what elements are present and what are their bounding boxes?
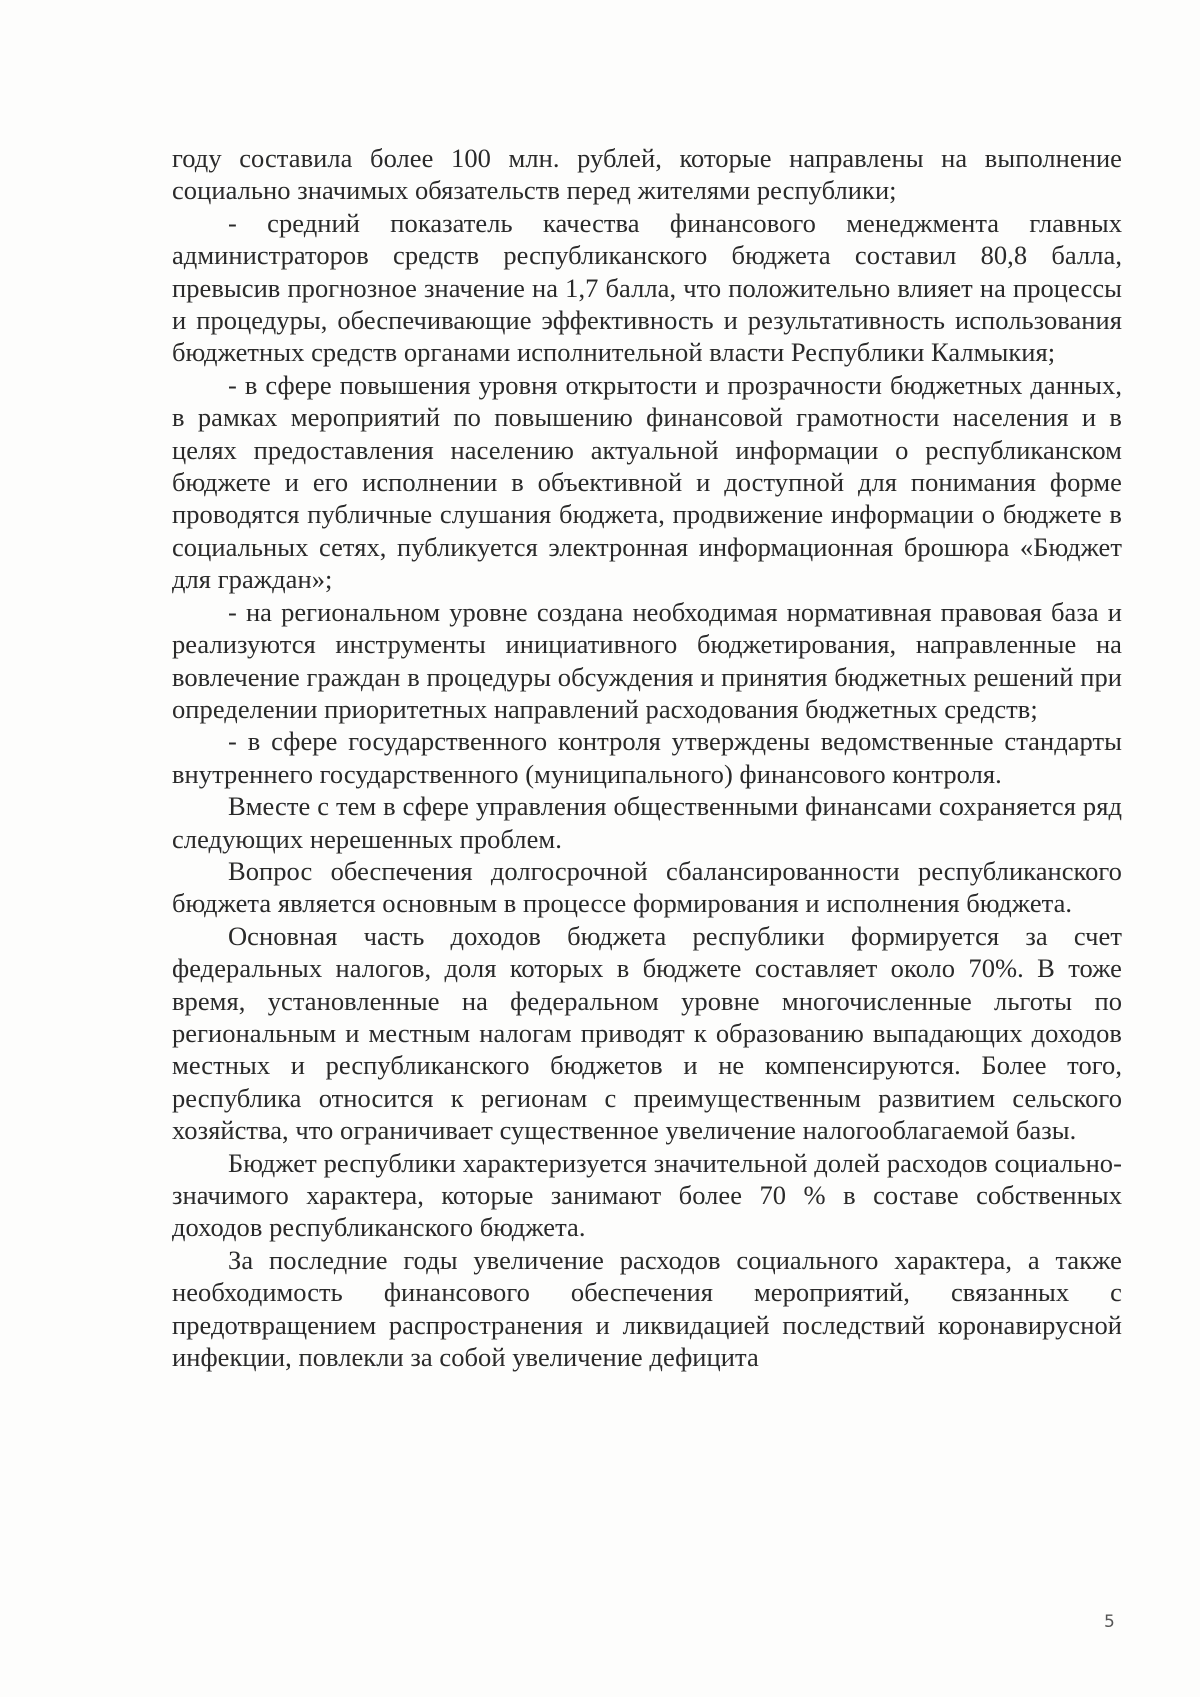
paragraph-continuation: году составила более 100 млн. рублей, которые направлены на выполнение социально значимых обязательств перед жителями республики;: [172, 143, 1122, 206]
paragraph-budget-transparency: - в сфере повышения уровня открытости и прозрачности бюджетных данных, в рамках мероприятий по повышению финансовой грамотности населения и в целях предоставления населению актуальной информации о республиканском бюджете и его исполнении в объективной и доступной для понимания форме проводятся публичные слушания бюджета, продвижение информации о бюджете в социальных сетях, публикуется электронная информационная брошюра «Бюджет для граждан»;: [172, 369, 1122, 595]
paragraph-state-control: - в сфере государственного контроля утверждены ведомственные стандарты внутреннего государственного (муниципального) финансового контроля.: [172, 726, 1122, 789]
paragraph-revenue-structure: Основная часть доходов бюджета республики формируется за счет федеральных налогов, доля которых в бюджете составляет около 70%. В тоже время, установленные на федеральном уровне многочисленные льготы по региональным и местным налогам приводят к образованию выпадающих доходов местных и республиканского бюджетов и не компенсируются. Более того, республика относится к регионам с преимущественным развитием сельского хозяйства, что ограничивает существенное увеличение налогооблагаемой базы.: [172, 920, 1122, 1146]
paragraph-budget-balance: Вопрос обеспечения долгосрочной сбалансированности республиканского бюджета является основным в процессе формирования и исполнения бюджета.: [172, 855, 1122, 919]
page-number: 5: [1104, 1612, 1115, 1632]
paragraph-financial-management: - средний показатель качества финансового менеджмента главных администраторов средств республиканского бюджета составил 80,8 балла, превысив прогнозное значение на 1,7 балла, что положительно влияет на процессы и процедуры, обеспечивающие эффективность и результативность использования бюджетных средств органами исполнительной власти Республики Калмыкия;: [172, 207, 1122, 368]
document-body: [172, 142, 1122, 1373]
paragraph-deficit: За последние годы увеличение расходов социального характера, а также необходимость финансового обеспечения мероприятий, связанных с предотвращением распространения и ликвидацией последствий коронавирусной инфекции, повлекли за собой увеличение дефицита: [172, 1244, 1122, 1373]
paragraph-initiative-budgeting: - на региональном уровне создана необходимая нормативная правовая база и реализуются инструменты инициативного бюджетирования, направленные на вовлечение граждан в процедуры обсуждения и принятия бюджетных решений при определении приоритетных направлений расходования бюджетных средств;: [172, 596, 1122, 724]
paragraph-social-expenses: Бюджет республики характеризуется значительной долей расходов социально-значимого характера, которые занимают более 70 % в составе собственных доходов республиканского бюджета.: [172, 1147, 1122, 1243]
paragraph-unresolved-problems: Вместе с тем в сфере управления общественными финансами сохраняется ряд следующих нерешенных проблем.: [172, 791, 1122, 854]
